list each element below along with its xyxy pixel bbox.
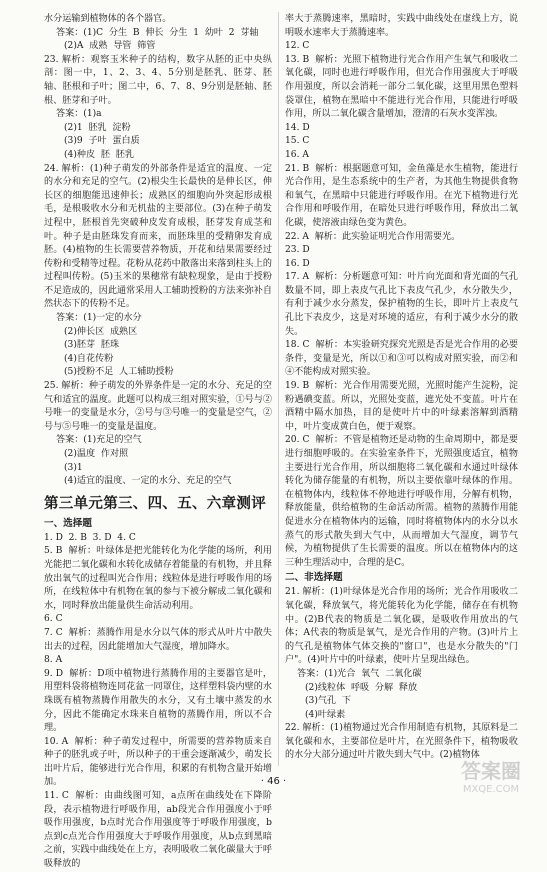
question-14: 14. D bbox=[285, 122, 310, 133]
question-18: 18. C 解析：本实验研究探究光照是否是光合作用的必要条件，变量是光，所以①和③可以构成对照实验，而②和④不能构成对照实验。 bbox=[285, 340, 518, 378]
answer-line: 答案：(1)光合 氧气 二氧化碳 bbox=[297, 668, 422, 679]
question-20: 20. C 解析：不管是植物还是动物的生命周期中，都是要进行细胞呼吸的。在实验室条件下，光照强度适宜，植物主要进行光合作用，所以细胞将二氧化碳和水通过叶绿体转化为储存能量的有机物，所以主要依靠叶绿体的作用。在植物体内，线粒体不停地进行呼吸作用，分解有机物，释放能量，供给植物的生命活动所需。植物的蒸腾作用能促进水分在植物体内的运输，同时将植物体内的水分以水蒸气的形式散失到大气中，从而增加大气湿度，调节气候，为植物提供了生长需要的温度。所以在植物体内的这三种生理活动中，合理的是C。 bbox=[285, 435, 518, 568]
question-16: 16. A bbox=[285, 149, 309, 160]
answer-line: (3)1 bbox=[64, 462, 83, 473]
answer-line: (3)气孔 下 bbox=[305, 696, 351, 707]
answer-line: (3)9 子叶 蛋白质 bbox=[64, 136, 140, 147]
question-9: 9. D 解析：D项中植物进行蒸腾作用的主要器官是叶，用塑料袋将植物连同花盆一同罩住，这样塑料袋内壁的水珠既有植物蒸腾作用散失的水分，又有土壤中蒸发的水分，因此不能确定水珠来自植物的蒸腾作用，所以不合理。 bbox=[44, 668, 272, 734]
answer-line: (2)A 成熟 导管 筛管 bbox=[64, 41, 156, 52]
question-5: 5. B 解析：叶绿体是把光能转化为化学能的场所，利用光能把二氧化碳和水转化成储存着能量的有机物，并且释放出氧气的过程叫光合作用；线粒体是进行呼吸作用的场所，在线粒体中有机物在氧的参与下被分解成二氧化碳和水，同时释放出能量供生命活动利用。 bbox=[44, 546, 272, 611]
answer-line: 答案：(1)C 分生 B 伸长 分生 1 幼叶 2 芽轴 bbox=[56, 27, 259, 38]
question-11: 11. C 解析：由曲线图可知，a点所在曲线处在下降阶段，表示植物进行呼吸作用，ab段光合作用强度小于呼吸作用强度，b点时光合作用强度等于呼吸作用强度，b点到c点光合作用强度大于呼吸作用强度，从b点到黑暗之前，实践中曲线处在上方，表明吸收二氧化碳量大于呼吸释放的 bbox=[44, 791, 272, 870]
answers-1-4: 1. D 2. B 3. D 4. C bbox=[44, 532, 136, 543]
question-12: 12. C bbox=[285, 41, 310, 52]
watermark-main-text: 答案圈 bbox=[461, 759, 521, 783]
text-paragraph: 率大于蒸腾速率，黑暗时，实践中曲线处在虚线上方，说明吸水速率大于蒸腾速率。 bbox=[285, 14, 518, 38]
answer-line: 答案：(1)一定的水分 bbox=[56, 313, 142, 324]
answer-line: (2)伸长区 成熟区 bbox=[64, 326, 138, 337]
page-number: · 46 · bbox=[260, 776, 287, 787]
question-23: 23. 解析：观察玉米种子的结构，数字从胚的正中央纵剖：图一中，1、2、3、4、5分别是胚乳、胚芽、胚轴、胚根和子叶；图二中，6、7、8、9分别是胚轴、胚根、胚芽和子叶。 bbox=[44, 54, 272, 106]
question-23: 23. D bbox=[285, 245, 310, 256]
answer-line: (2)线粒体 呼吸 分解 释放 bbox=[305, 682, 418, 693]
unit-title: 第三单元第三、四、五、六章测评 bbox=[44, 495, 266, 512]
question-17: 17. A 解析：分析题意可知：叶片向光面和背光面的气孔数量不同，即上表皮气孔比下表皮气孔少，水分散失少，有利于减少水分蒸发，保护植物的生长，即叶片上表皮气孔比下表皮少，这是对环境的适应，有利于减少水分的散失。 bbox=[285, 272, 518, 337]
column-divider bbox=[278, 12, 279, 766]
watermark-sub-text: MXQE.COM bbox=[462, 784, 520, 795]
watermark-logo bbox=[445, 756, 537, 796]
question-15: 15. C bbox=[285, 136, 310, 147]
answer-line: (4)叶绿素 bbox=[305, 709, 346, 720]
answer-line: (3)胚芽 胚珠 bbox=[64, 340, 120, 351]
question-7: 7. C 解析：蒸腾作用是水分以气体的形式从叶片中散失出去的过程，因此能增加大气湿度，增加降水。 bbox=[44, 627, 272, 652]
left-column bbox=[44, 13, 272, 870]
question-22b: 22. 解析：(1)植物通过光合作用制造有机物，其原料是二氧化碳和水，主要部位是叶片，在光照条件下，植物吸收的水分大部分通过叶片散失到大气中。(2)植物体 bbox=[285, 723, 518, 761]
section-heading: 一、选择题 bbox=[44, 517, 92, 529]
answer-line: (2)1 胚乳 淀粉 bbox=[64, 122, 131, 133]
text-paragraph: 水分运输到植物体的各个器官。 bbox=[44, 14, 172, 24]
question-25: 25. 解析：种子萌发的外界条件是一定的水分、充足的空气和适宜的温度。此题可以构成三组对照实验，①号与②号唯一的变量是水分，②号与③号唯一的变量是空气，②号与⑤号唯一的变量是温度。 bbox=[44, 381, 272, 432]
answer-line: (4)自花传粉 bbox=[64, 353, 114, 364]
question-6: 6. C bbox=[44, 614, 63, 625]
answer-line: (2)温度 作对照 bbox=[64, 449, 129, 459]
question-10: 10. A 解析：种子萌发过程中，所需要的营养物质来自种子的胚乳或子叶，所以种子的干重会逐渐减少，萌发长出叶片后，能够进行光合作用，积累的有机物含量开始增加。 bbox=[44, 736, 272, 788]
right-column bbox=[285, 13, 518, 770]
question-24: 24. 解析：(1)种子萌发的外部条件是适宜的温度、一定的水分和充足的空气。(2)根尖生长最快的是伸长区，伸长区的细胞能迅速伸长；成熟区的细胞向外突起形成根毛，是根吸收水分和无机盐的主要部位。(3)在种子萌发过程中，胚根首先突破种皮发育成根，胚芽发育成茎和叶。种子是由胚珠发育而来，而胚珠里的受精卵发育成胚。(4)植物的生长需要营养物质，开花和结果需要经过传粉和受精等过程。花粉从花药中散落出来落到柱头上的过程叫传粉。(5)玉米的果穗常有缺粒现象，是由于授粉不足造成的，因此通常采用人工辅助授粉的方法来弥补自然状态下的传粉不足。 bbox=[44, 163, 272, 310]
question-13: 13. B 解析：光照下植物进行光合作用产生氧气和吸收二氧化碳，同时也进行呼吸作用，但光合作用强度大于呼吸作用强度，所以会消耗一部分二氧化碳，这里用黑色塑料袋罩住，植物在黑暗中不能进行光合作用，只能进行呼吸作用，所以二氧化碳含量增加，澄清的石灰水变浑浊。 bbox=[285, 54, 518, 120]
section-heading: 二、非选择题 bbox=[285, 572, 343, 584]
answer-line: 答案：(1)充足的空气 bbox=[56, 435, 142, 446]
question-16b: 16. D bbox=[285, 258, 310, 269]
question-22: 22. A 解析：此实验证明光合作用需要光。 bbox=[285, 231, 461, 242]
question-21: 21. B 解析：根据题意可知，金鱼藻是水生植物，能进行光合作用，是生态系统中的生产者，为其他生物提供食物和氧气，在黑暗中只能进行呼吸作用。在光下植物进行光合作用和呼吸作用，在暗处只进行呼吸作用，释放出二氧化碳，使溶液由绿色变为黄色。 bbox=[285, 163, 518, 228]
answer-line: 答案：(1)a bbox=[56, 109, 102, 120]
question-19: 19. B 解析：光合作用需要光照，光照时能产生淀粉，淀粉遇碘变蓝。所以，光照处变蓝，遮光处不变蓝。叶片在酒精中隔水加热，目的是使叶片中的叶绿素溶解到酒精中，叶片变成黄白色，便于观察。 bbox=[285, 381, 518, 432]
question-21b: 21. 解析：(1)叶绿体是光合作用的场所；光合作用吸收二氧化碳，释放氧气，将光能转化为化学能，储存在有机物中。(2)B代表的物质是二氧化碳，是吸收作用放出的气体；A代表的物质是氧气，是光合作用的产物。(3)叶片上的气孔是植物体气体交换的"窗口"，也是水分散失的"门户"。(4)叶片中的叶绿素，使叶片呈现出绿色。 bbox=[285, 587, 518, 666]
answer-line: (4)适宜的温度、一定的水分、充足的空气 bbox=[64, 476, 232, 487]
answer-line: (5)授粉不足 人工辅助授粉 bbox=[64, 367, 174, 378]
answer-line: (4)种皮 胚 胚乳 bbox=[64, 149, 134, 160]
question-8: 8. A bbox=[44, 655, 63, 666]
